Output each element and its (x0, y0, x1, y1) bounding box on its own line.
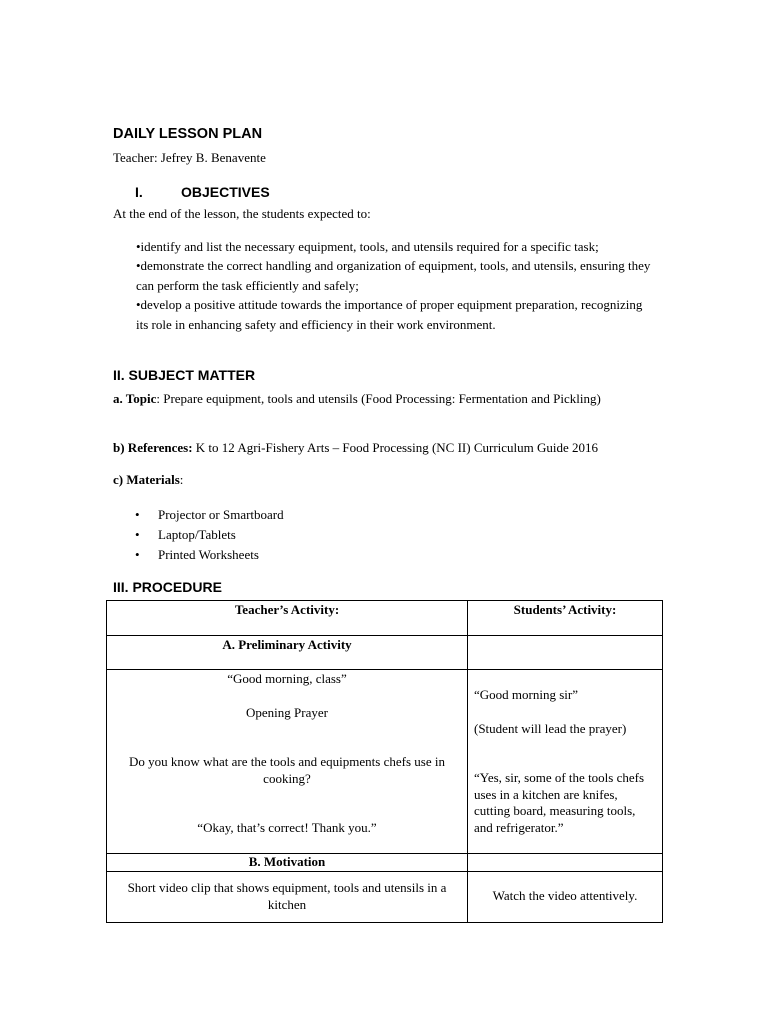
motivation-heading: B. Motivation (107, 854, 468, 872)
objectives-intro: At the end of the lesson, the students expected to: (113, 206, 371, 221)
table-row (107, 854, 663, 872)
objective-item: •identify and list the necessary equipment, tools, and utensils required for a specific task; (136, 239, 599, 254)
references-line (113, 440, 598, 456)
list-item: • Projector or Smartboard (135, 505, 284, 525)
references-label: b) References: (113, 440, 193, 455)
student-preliminary-cell (468, 670, 663, 854)
empty-cell (468, 854, 663, 872)
teacher-greeting: “Good morning, class” (227, 671, 347, 686)
students-activity-header: Students’ Activity: (468, 601, 663, 636)
teacher-prayer: Opening Prayer (246, 704, 328, 720)
table-row (107, 670, 663, 854)
motivation-student-cell: Watch the video attentively. (468, 871, 663, 922)
teacher-activity-header: Teacher’s Activity: (107, 601, 468, 636)
objectives-heading: OBJECTIVES (181, 184, 270, 200)
preliminary-activity-heading: A. Preliminary Activity (107, 636, 468, 670)
empty-cell (468, 636, 663, 670)
teacher-name: Teacher: Jefrey B. Benavente (113, 150, 266, 165)
materials-line (113, 472, 183, 488)
topic-line (113, 389, 633, 408)
teacher-question: Do you know what are the tools and equipments chefs use in cooking? (129, 754, 445, 786)
topic-label: a. Topic (113, 391, 157, 406)
teacher-response: “Okay, that’s correct! Thank you.” (197, 820, 377, 835)
list-item: • Printed Worksheets (135, 545, 284, 565)
materials-colon: : (179, 472, 184, 487)
procedure-heading: III. PROCEDURE (113, 579, 222, 595)
motivation-teacher-cell: Short video clip that shows equipment, tools and utensils in a kitchen (107, 871, 468, 922)
student-prayer: (Student will lead the prayer) (474, 720, 627, 736)
references-text: K to 12 Agri-Fishery Arts – Food Processing (NC II) Curriculum Guide 2016 (192, 440, 599, 455)
table-header-row (107, 601, 663, 636)
objectives-list (136, 237, 656, 334)
teacher-preliminary-cell (107, 670, 468, 854)
student-answer: “Yes, sir, some of the tools chefs uses in a kitchen are knifes, cutting board, measuring tools, and refrigerator.” (474, 770, 645, 835)
document-title: DAILY LESSON PLAN (113, 126, 263, 142)
materials-label: c) Materials (113, 472, 180, 487)
objective-item: •develop a positive attitude towards the importance of proper equipment preparation, recognizing its role in enhancing safety and efficiency in their work environment. (136, 297, 643, 332)
list-item: • Laptop/Tablets (135, 525, 284, 545)
materials-list (135, 505, 284, 565)
table-row (107, 636, 663, 670)
student-greeting: “Good morning sir” (474, 687, 578, 702)
subject-matter-heading: II. SUBJECT MATTER (113, 367, 256, 383)
objective-item: •demonstrate the correct handling and organization of equipment, tools, and utensils, ensuring they can perform the task efficiently and safely; (136, 258, 651, 293)
table-row (107, 871, 663, 922)
objectives-number: I. (135, 184, 143, 200)
topic-text: : Prepare equipment, tools and utensils (Food Processing: Fermentation and Pickling) (156, 391, 601, 406)
procedure-table (106, 600, 663, 923)
